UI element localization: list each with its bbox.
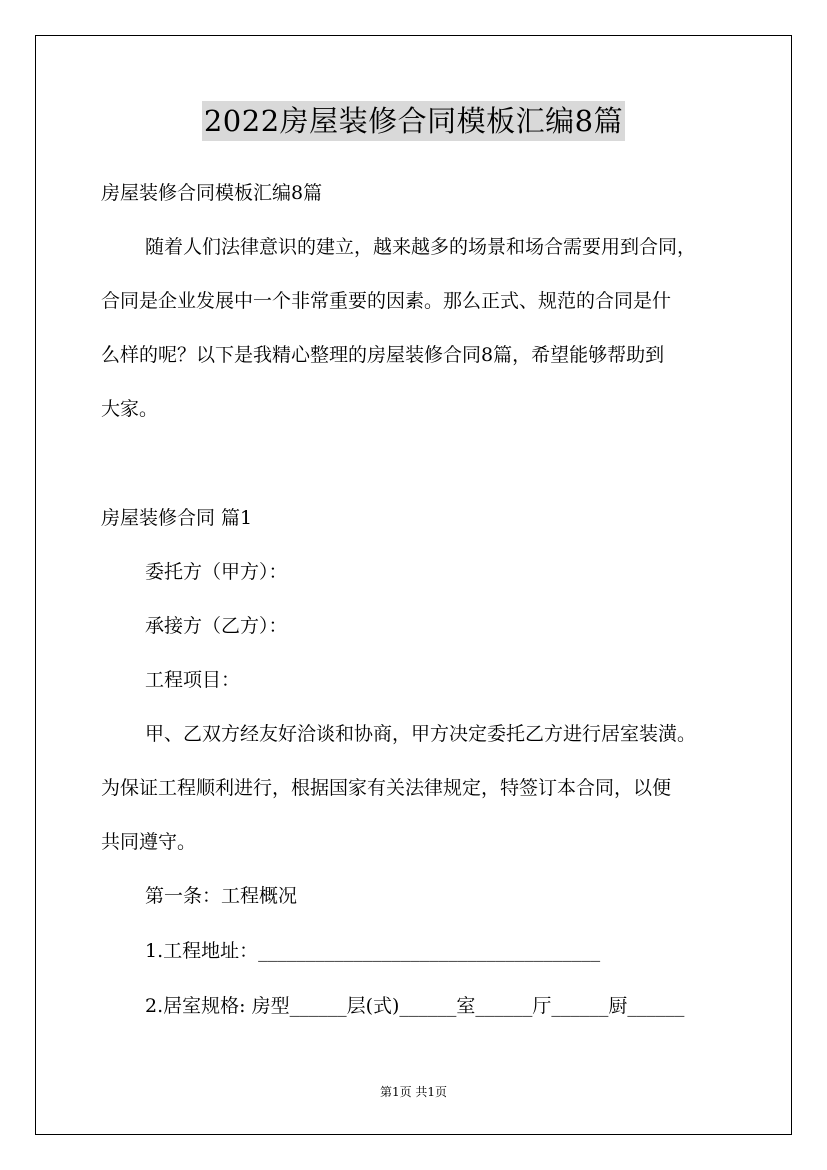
document-title: 2022房屋装修合同模板汇编8篇 — [202, 101, 625, 141]
room-spec-field: 2.居室规格: 房型______层(式)______室______厅______厨______ — [145, 995, 685, 1017]
project-field: 工程项目： — [145, 669, 241, 691]
paragraph-line-2: 为保证工程顺利进行，根据国家有关法律规定，特签订本合同，以便 — [101, 777, 672, 799]
page-footer: 第1页 共1页 — [379, 1085, 448, 1099]
paragraph-line-3: 共同遵守。 — [101, 831, 197, 853]
intro-line-1: 随着人们法律意识的建立，越来越多的场景和场合需要用到合同， — [145, 236, 697, 258]
title-container — [0, 101, 827, 141]
party-b-field: 承接方（乙方）： — [145, 615, 288, 637]
document-subtitle: 房屋装修合同模板汇编8篇 — [101, 182, 323, 204]
intro-line-3: 么样的呢？以下是我精心整理的房屋装修合同8篇，希望能够帮助到 — [101, 344, 665, 366]
address-field: 1.工程地址：____________________________________ — [145, 940, 601, 962]
paragraph-line-1: 甲、乙双方经友好洽谈和协商，甲方决定委托乙方进行居室装潢。 — [145, 723, 697, 745]
intro-line-2: 合同是企业发展中一个非常重要的因素。那么正式、规范的合同是什 — [101, 290, 672, 312]
article-1-heading: 第一条：工程概况 — [145, 885, 298, 907]
party-a-field: 委托方（甲方）： — [145, 561, 288, 583]
intro-line-4: 大家。 — [101, 398, 159, 420]
section-heading: 房屋装修合同 篇1 — [101, 507, 253, 529]
